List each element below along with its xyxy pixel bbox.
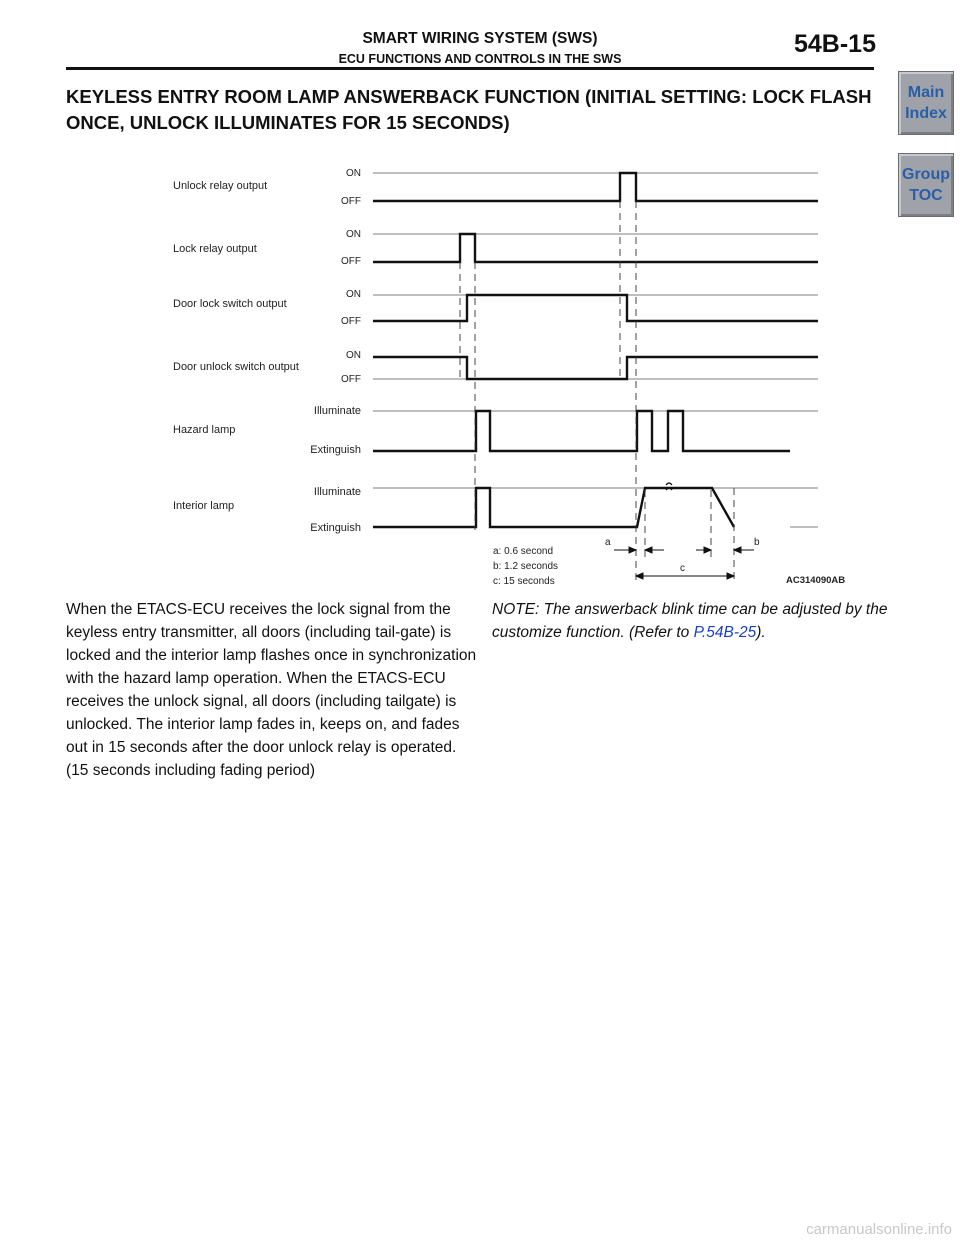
- state-high-unlock-relay: ON: [346, 168, 361, 179]
- waveform-door-lock-switch: [373, 295, 818, 321]
- waveform-unlock-relay: [373, 173, 818, 201]
- legend-a: a: 0.6 second: [493, 546, 554, 557]
- note-link[interactable]: P.54B-25: [693, 624, 757, 641]
- body-text-left: When the ETACS-ECU receives the lock signal from the keyless entry transmitter, all doors (including tail-gate) is locked and the interior lamp flashes once in synchronization with the hazard lamp operation. When the ETACS-ECU receives the unlock signal, all doors (including tailgate) is unlocked. The interior lamp fades in, keeps on, and fades out in 15 seconds after the door unlock relay is operated. (15 seconds including fading period): [66, 601, 477, 779]
- note-prefix: NOTE: The answerback blink time can be adjusted by the customize function. (Refer to: [492, 601, 888, 641]
- dim-a-left-head: [629, 547, 636, 553]
- signal-name-door-lock-switch: Door lock switch output: [173, 298, 287, 310]
- main-index-label-2: Index: [905, 105, 947, 122]
- marker-c: c: [680, 563, 685, 574]
- dim-c-right-head: [727, 573, 734, 579]
- signal-name-door-unlock-switch: Door unlock switch output: [173, 361, 299, 373]
- page-number: 54B-15: [794, 30, 876, 58]
- waveform-lock-relay: [373, 234, 818, 262]
- marker-a: a: [605, 537, 611, 548]
- state-low-unlock-relay: OFF: [341, 196, 361, 207]
- marker-b: b: [754, 537, 760, 548]
- legend-c: c: 15 seconds: [493, 576, 555, 587]
- state-high-interior-lamp: Illuminate: [313, 486, 361, 498]
- legend-b: b: 1.2 seconds: [493, 561, 559, 572]
- dim-b-left-head: [704, 547, 711, 553]
- state-high-lock-relay: ON: [346, 229, 361, 240]
- dim-c-left-head: [636, 573, 643, 579]
- state-low-interior-lamp: Extinguish: [310, 522, 361, 534]
- signal-name-lock-relay: Lock relay output: [173, 243, 257, 255]
- state-low-door-unlock-switch: OFF: [341, 374, 361, 385]
- waveform-hazard-lamp: [373, 411, 790, 451]
- header-subtitle: ECU FUNCTIONS AND CONTROLS IN THE SWS: [338, 52, 622, 66]
- state-high-door-unlock-switch: ON: [346, 350, 361, 361]
- signal-name-interior-lamp: Interior lamp: [173, 500, 235, 512]
- section-heading: KEYLESS ENTRY ROOM LAMP ANSWERBACK FUNCTION (INITIAL SETTING: LOCK FLASH ONCE, UNLOCK ILLUMINATES FOR 15 SECONDS): [66, 86, 872, 133]
- main-index-label-1: Main: [907, 84, 945, 101]
- state-low-lock-relay: OFF: [341, 256, 361, 267]
- state-high-door-lock-switch: ON: [346, 289, 361, 300]
- signal-name-hazard-lamp: Hazard lamp: [173, 424, 236, 436]
- group-toc-label-1: Group: [902, 166, 950, 183]
- waveform-interior-lamp: [373, 488, 734, 527]
- state-low-hazard-lamp: Extinguish: [310, 444, 361, 456]
- signal-name-unlock-relay: Unlock relay output: [173, 180, 268, 192]
- body-note: [492, 598, 892, 644]
- state-high-hazard-lamp: Illuminate: [313, 405, 361, 417]
- dim-a-right-head: [645, 547, 652, 553]
- note-suffix: ).: [756, 624, 766, 641]
- dim-b-right-head: [734, 547, 741, 553]
- group-toc-label-2: TOC: [909, 187, 943, 204]
- state-low-door-lock-switch: OFF: [341, 316, 361, 327]
- header-title: SMART WIRING SYSTEM (SWS): [362, 30, 598, 47]
- timing-diagram: [0, 0, 960, 600]
- footer-watermark: carmanualsonline.info: [806, 1221, 952, 1238]
- figure-code: AC314090AB: [786, 575, 846, 586]
- waveform-door-unlock-switch: [373, 357, 818, 379]
